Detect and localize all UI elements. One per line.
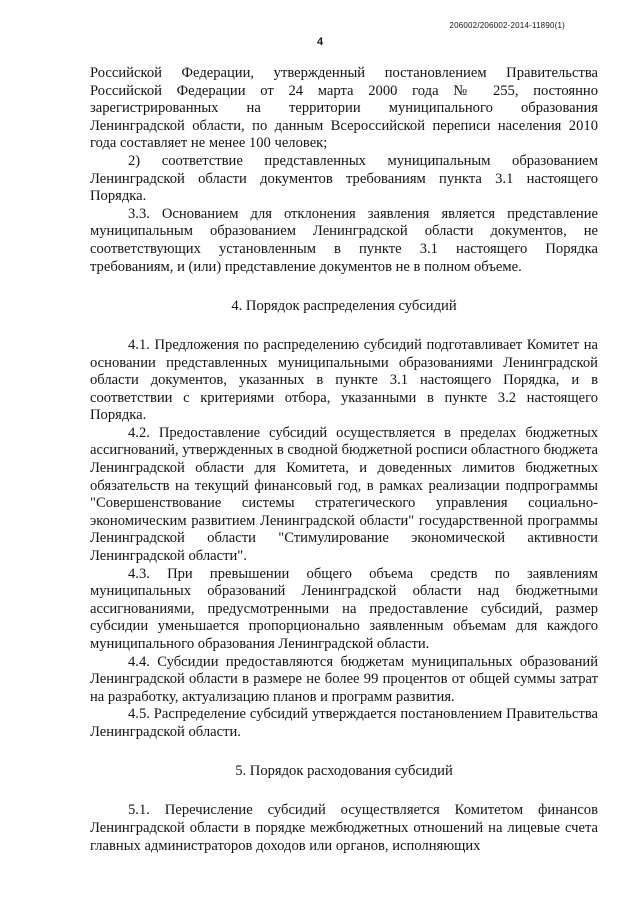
document-body: [90, 65, 598, 855]
paragraph-4-3: 4.3. При превышении общего объема средств по заявлениям муниципальных образований Ленинградской области над бюджетными ассигнованиями, предусмотренными на предоставление субсидий, размер субсидии уменьшается пропорционально заявленным объемам для каждого муниципального образования Ленинградской области.: [90, 565, 598, 652]
paragraph-4-1: 4.1. Предложения по распределению субсидий подготавливает Комитет на основании представленных муниципальными образованиями Ленинградской области документов, указанных в пункте 3.1 настоящего Порядка, и в соответствии с критериями отбора, указанными в пункте 3.2 настоящего Порядка.: [90, 336, 598, 424]
paragraph-3-3: 3.3. Основанием для отклонения заявления является представление муниципальным образованием Ленинградской области документов, не соответствующих установленным в пункте 3.1 настоящего Порядка требованиям, и (или) представление документов не в полном объеме.: [90, 205, 598, 275]
paragraph-5-1: 5.1. Перечисление субсидий осуществляется Комитетом финансов Ленинградской области в порядке межбюджетных отношений на лицевые счета главных администраторов доходов или органов, исполняющих: [90, 802, 598, 854]
section-4-title: 4. Порядок распределения субсидий: [231, 297, 457, 314]
paragraph-4-2: 4.2. Предоставление субсидий осуществляется в пределах бюджетных ассигнований, утвержденных в сводной бюджетной росписи областного бюджета Ленинградской области для Комитета, и доведенных лимитов бюджетных обязательств на текущий финансовый год, в рамках реализации подпрограммы "Совершенствование системы стратегического управления социально-экономическим развитием Ленинградской области" государственной программы Ленинградской области "Стимулирование экономической активности Ленинградской области".: [90, 424, 598, 565]
paragraph-4-4: 4.4. Субсидии предоставляются бюджетам муниципальных образований Ленинградской области в размере не более 99 процентов от общей суммы затрат на разработку, актуализацию планов и программ развития.: [90, 653, 598, 705]
paragraph-item-2: 2) соответствие представленных муниципальным образованием Ленинградской области документов требованиям пункта 3.1 настоящего Порядка.: [90, 152, 598, 205]
paragraph-4-5: 4.5. Распределение субсидий утверждается постановлением Правительства Ленинградской области.: [90, 706, 598, 740]
page-number: 4: [316, 36, 324, 48]
paragraph-intro: Российской Федерации, утвержденный постановлением Правительства Российской Федерации от 24 марта 2000 года № 255, постоянно зарегистрированных на территории муниципального образования Ленинградской области, по данным Всероссийской переписи населения 2010 года составляет не менее 100 человек;: [90, 65, 598, 152]
section-5-title: 5. Порядок расходования субсидий: [235, 763, 453, 780]
document-id: 206002/206002-2014-11890(1): [449, 21, 565, 30]
